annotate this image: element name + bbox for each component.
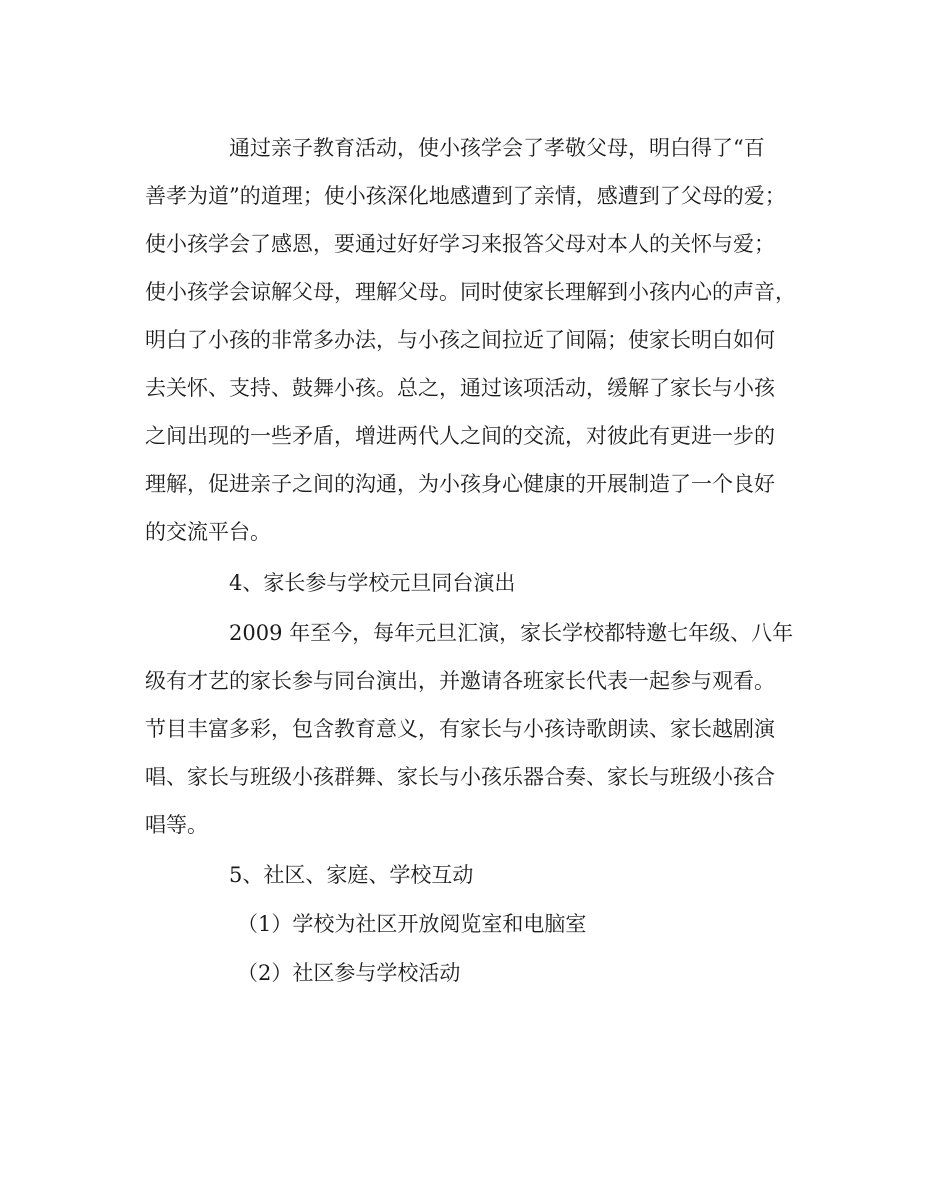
paragraph-line: 使小孩学会谅解父母，理解父母。同时使家长理解到小孩内心的声音， bbox=[145, 280, 796, 304]
paragraph-line: 使小孩学会了感恩，要通过好好学习来报答父母对本人的关怀与爱； bbox=[145, 232, 775, 256]
paragraph-line: 的交流平台。 bbox=[145, 520, 271, 544]
paragraph-line: 唱、家长与班级小孩群舞、家长与小孩乐器合奏、家长与班级小孩合 bbox=[145, 765, 775, 789]
paragraph-line: 去关怀、支持、鼓舞小孩。总之，通过该项活动，缓解了家长与小孩 bbox=[145, 376, 775, 400]
list-item: （2）社区参与学校活动 bbox=[237, 961, 461, 985]
paragraph-line: 理解，促进亲子之间的沟通，为小孩身心健康的开展制造了一个良好 bbox=[145, 472, 775, 496]
paragraph-line: 2009 年至今，每年元旦汇演，家长学校都特邀七年级、八年 bbox=[229, 621, 794, 645]
paragraph-line: 节目丰富多彩，包含教育意义，有家长与小孩诗歌朗读、家长越剧演 bbox=[145, 717, 775, 741]
paragraph-line: 唱等。 bbox=[145, 813, 208, 837]
paragraph-line: 善孝为道”的道理；使小孩深化地感遭到了亲情，感遭到了父母的爱； bbox=[145, 184, 786, 208]
paragraph-line: 之间出现的一些矛盾，增进两代人之间的交流，对彼此有更进一步的 bbox=[145, 424, 775, 448]
paragraph-line: 明白了小孩的非常多办法，与小孩之间拉近了间隔；使家长明白如何 bbox=[145, 328, 775, 352]
section-heading: 4、家长参与学校元旦同台演出 bbox=[229, 571, 516, 595]
paragraph-line: 级有才艺的家长参与同台演出，并邀请各班家长代表一起参与观看。 bbox=[145, 669, 775, 693]
paragraph-line: 通过亲子教育活动，使小孩学会了孝敬父母，明白得了“百 bbox=[229, 136, 765, 160]
section-heading: 5、社区、家庭、学校互动 bbox=[229, 863, 474, 887]
list-item: （1）学校为社区开放阅览室和电脑室 bbox=[237, 912, 587, 936]
